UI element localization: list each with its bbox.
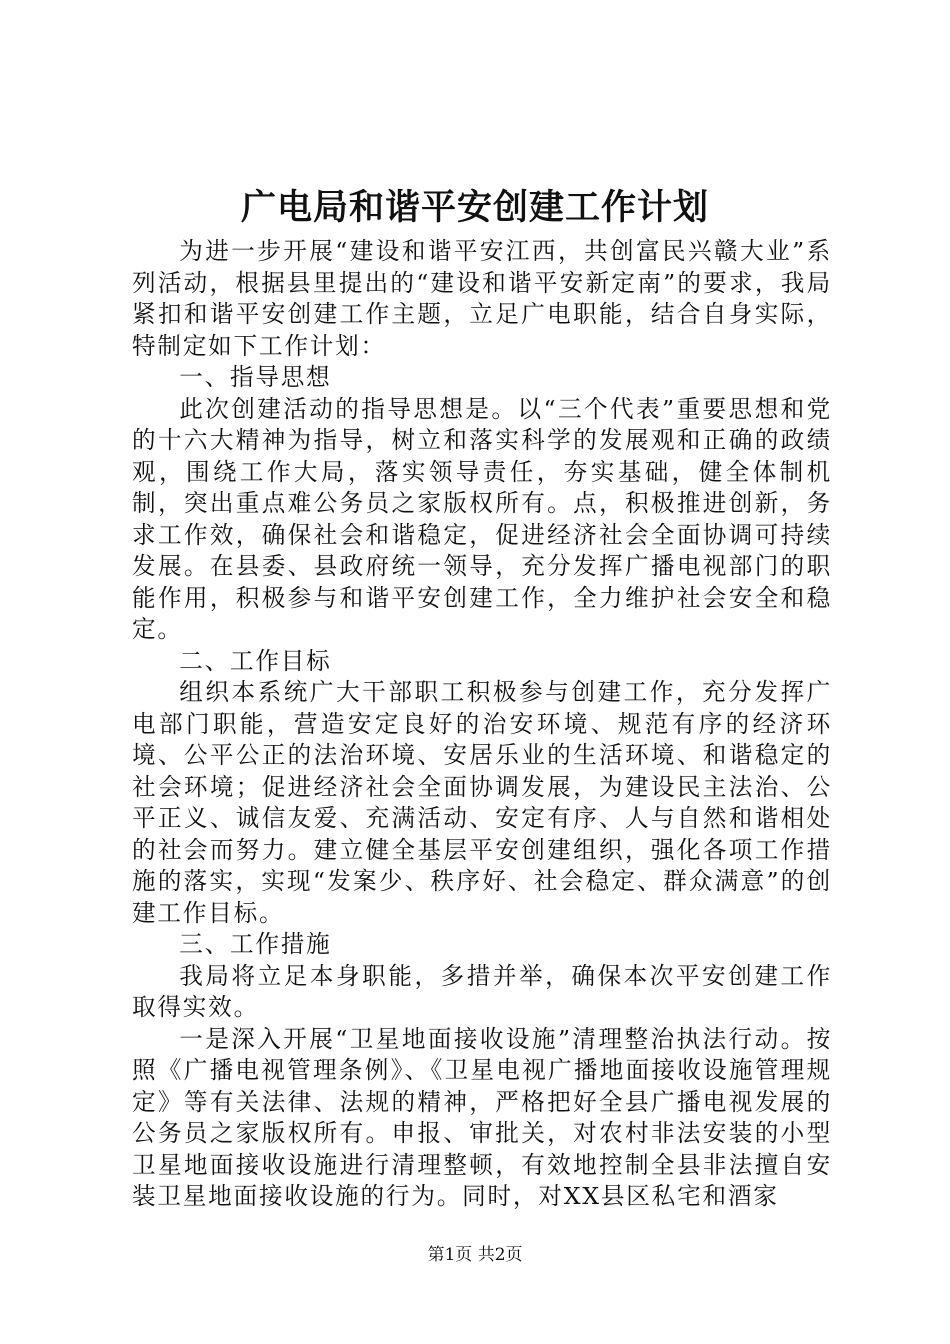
guiding-ideology-paragraph: 此次创建活动的指导思想是。以“三个代表”重要思想和党的十六大精神为指导，树立和落实科学的发展观和正确的政绩观，围绕工作大局，落实领导责任，夯实基础，健全体制机制，突出重点难公务员之家版权所有。点，积极推进创新，务求工作效，确保社会和谐稳定，促进经济社会全面协调可持续发展。在县委、县政府统一领导，充分发挥广播电视部门的职能作用，积极参与和谐平安创建工作，全力维护社会安全和稳定。	[132, 394, 832, 643]
work-measures-intro-paragraph: 我局将立足本身职能，多措并举，确保本次平安创建工作取得实效。	[132, 961, 832, 1021]
document-body	[132, 236, 832, 1213]
page-number-footer: 第1页 共2页	[427, 1245, 523, 1265]
section-heading-guiding-ideology: 一、指导思想	[179, 363, 332, 391]
intro-paragraph: 为进一步开展“建设和谐平安江西，共创富民兴赣大业”系列活动，根据县里提出的“建设和谐平安新定南”的要求，我局紧扣和谐平安创建工作主题，立足广电职能，结合自身实际，特制定如下工作计划：	[132, 237, 832, 360]
measure-one-paragraph: 一是深入开展“卫星地面接收设施”清理整治执法行动。按照《广播电视管理条例》、《卫星电视广播地面接收设施管理规定》等有关法律、法规的精神，严格把好全县广播电视发展的公务员之家版权所有。申报、审批关，对农村非法安装的小型卫星地面接收设施进行清理整顿，有效地控制全县非法擅自安装卫星地面接收设施的行为。同时，对XX县区私宅和酒家	[132, 1024, 832, 1210]
document-title: 广电局和谐平安创建工作计划	[240, 187, 709, 228]
section-heading-work-goals: 二、工作目标	[179, 646, 332, 675]
section-heading-work-measures: 三、工作措施	[179, 930, 332, 958]
work-goals-paragraph: 组织本系统广大干部职工积极参与创建工作，充分发挥广电部门职能，营造安定良好的治安环境、规范有序的经济环境、公平公正的法治环境、安居乐业的生活环境、和谐稳定的社会环境；促进经济社会全面协调发展，为建设民主法治、公平正义、诚信友爱、充满活动、安定有序、人与自然和谐相处的社会而努力。建立健全基层平安创建组织，强化各项工作措施的落实，实现“发案少、秩序好、社会稳定、群众满意”的创建工作目标。	[132, 678, 832, 927]
